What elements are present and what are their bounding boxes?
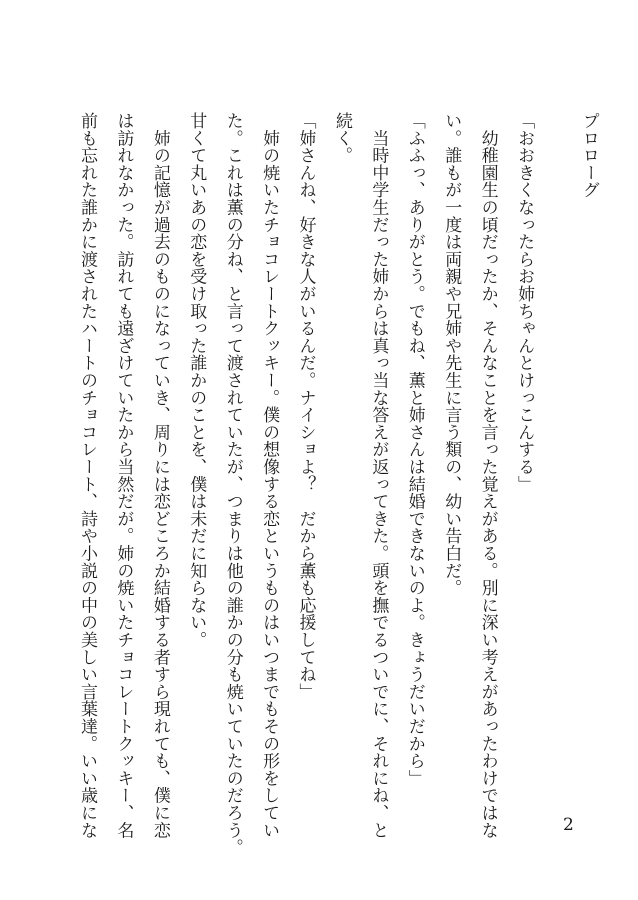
text-line-11: 姉の記憶が過去のものになっていき、周りには恋どころか結婚する者すら現れても、僕に恋	[149, 112, 170, 839]
text-line-1: 「おおきくなったらお姉ちゃんとけっこんする」	[514, 112, 535, 493]
chapter-title: プロローグ	[578, 112, 599, 199]
text-line-9: た。これは薫の分ね、と言って渡されていたが、つまりは他の誰かの分も焼いていたのだろう。	[222, 112, 243, 856]
text-line-6: 続く。	[331, 112, 352, 164]
text-line-13: 前も忘れた誰かに渡されたハートのチョコレート、詩や小説の中の美しい言葉達。いい歳にな	[77, 112, 97, 839]
text-line-3: い。誰もが一度は両親や兄姉や先生に言う類の、幼い告白だ。	[441, 112, 462, 597]
text-line-2: 幼稚園生の頃だったか、そんなことを言った覚えがある。別に深い考えがあったわけではな	[477, 112, 498, 839]
text-line-4: 「ふふっ、ありがとう。でもね、薫と姉さんは結婚できないのよ。きょうだいだから」	[404, 112, 425, 787]
text-line-10: 甘くて丸いあの恋を受け取った誰かのことを、僕は未だに知らない。	[186, 112, 207, 649]
text-line-7: 「姉さんね、好きな人がいるんだ。ナイショよ？ だから薫も応援してね」	[295, 112, 316, 701]
text-line-5: 当時中学生だった姉からは真っ当な答えが返ってきた。頭を撫でるついでに、それにね、と	[368, 112, 389, 839]
text-line-12: は訪れなかった。訪れても遠ざけていたから当然だが。姉の焼いたチョコレートクッキー、名	[113, 112, 134, 839]
text-line-8: 姉の焼いたチョコレートクッキー。僕の想像する恋というものはいつまでもその形をしてい	[259, 112, 280, 839]
vertical-text-block	[77, 112, 599, 856]
page-number: 2	[563, 815, 574, 835]
